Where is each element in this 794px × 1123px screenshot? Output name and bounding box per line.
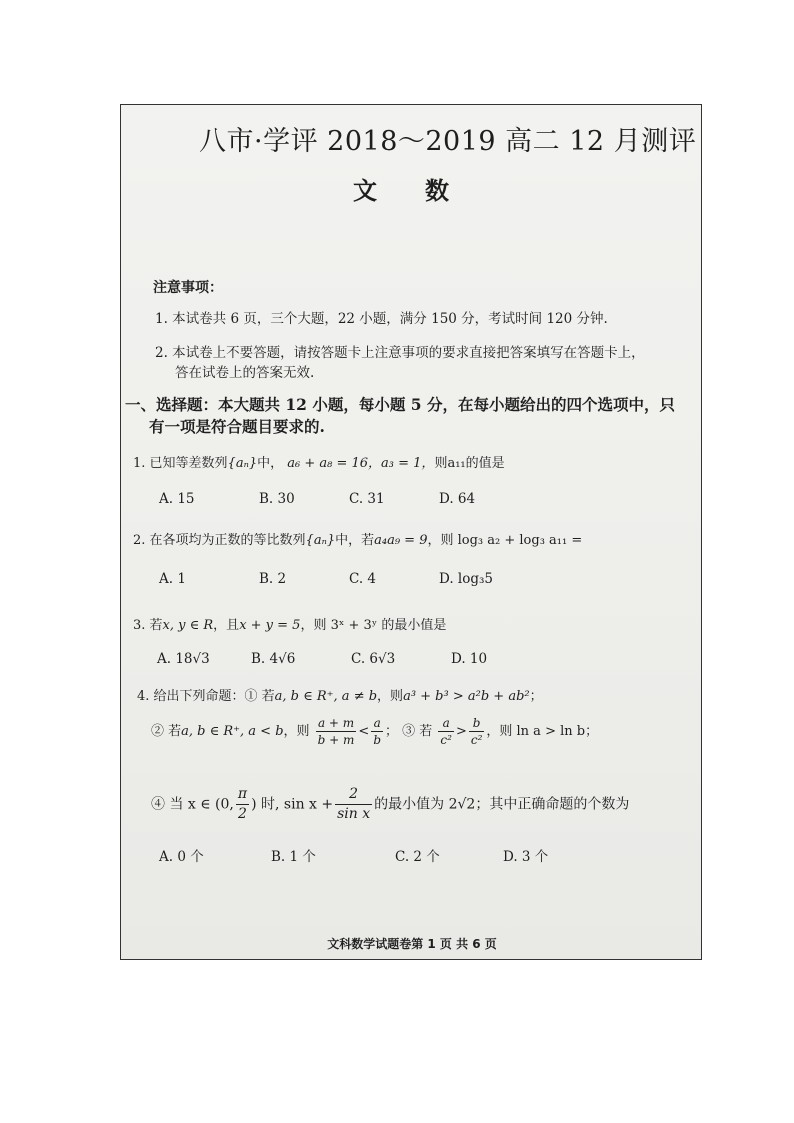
proposition-2-prefix: ② 若 (151, 724, 182, 739)
question-4-line-1 (137, 685, 543, 704)
question-3-prefix: 3. 若 (133, 618, 163, 633)
question-4-line-1-mid: ，则 (377, 689, 404, 704)
question-1-option-b: B. 30 (259, 491, 295, 507)
proposition-1-conclusion: a³ + b³ > a²b + ab² (403, 689, 530, 704)
question-2-option-a: A. 1 (159, 571, 186, 587)
proposition-3-prefix: ； ③ 若 (385, 724, 433, 739)
proposition-4-prefix: ④ 当 x ∈ (0, (151, 796, 234, 813)
section-1-heading-line-1: 一、选择题：本大题共 12 小题，每小题 5 分，在每小题给出的四个选项中，只 (125, 395, 675, 414)
proposition-2-condition: a, b ∈ R⁺, a < b (181, 724, 284, 739)
proposition-2-mid: ，则 (283, 724, 310, 739)
question-3-option-d: D. 10 (451, 651, 488, 667)
question-1-suffix: 则a₁₁的值是 (434, 456, 505, 471)
note-item-2-line-1: 2. 本试卷上不要答题，请按答题卡上注意事项的要求直接把答案填写在答题卡上， (155, 345, 645, 361)
sequence-an: {aₙ} (305, 533, 336, 548)
page-footer: 文科数学试题卷第 1 页 共 6 页 (327, 937, 497, 951)
question-1-option-a: A. 15 (159, 491, 195, 507)
fraction-a-over-b: $\frac{a}{b}$ (373, 716, 382, 747)
section-1-heading-line-2: 有一项是符合题目要求的. (149, 417, 325, 436)
question-4-option-b: B. 1 个 (271, 849, 316, 865)
fraction-pi-over-2: $\frac{\pi}{2}$ (237, 786, 248, 822)
question-2-option-c: C. 4 (349, 571, 377, 587)
question-1-mid: 中， (257, 456, 284, 471)
exam-title: 八市·学评 2018～2019 高二 12 月测评 (199, 126, 697, 157)
question-3-option-b: B. 4√6 (251, 651, 296, 667)
question-1-option-c: C. 31 (349, 491, 385, 507)
question-1-stem (133, 452, 505, 471)
question-3-option-c: C. 6√3 (351, 651, 396, 667)
question-4-line-3 (151, 785, 629, 824)
question-2-mid: 中，若 (335, 533, 375, 548)
proposition-4-mid: ) 时, sin x + (251, 796, 334, 813)
proposition-3-end: ，则 ln a > ln b； (486, 724, 599, 739)
question-1-prefix: 1. 已知等差数列 (133, 456, 228, 471)
proposition-4-end: 的最小值为 2√2；其中正确命题的个数为 (374, 796, 630, 813)
question-2-option-b: B. 2 (259, 571, 287, 587)
question-2-stem (133, 529, 582, 548)
exam-page (120, 104, 702, 960)
subject-title: 文数 (353, 176, 497, 205)
question-4-option-a: A. 0 个 (159, 849, 204, 865)
fraction-a-over-c-squared: $\frac{a}{\text{c²}}$ (440, 716, 452, 747)
question-3-condition: x, y ∈ R (162, 618, 214, 633)
note-item-2-line-2: 答在试卷上的答案无效. (175, 365, 315, 381)
question-3-mid: ，且 (213, 618, 240, 633)
question-4-option-d: D. 3 个 (503, 849, 549, 865)
question-2-condition: a₄a₉ = 9 (374, 533, 428, 548)
notes-heading: 注意事项： (153, 280, 223, 296)
proposition-1-condition: a, b ∈ R⁺, a ≠ b (274, 689, 378, 704)
question-1-option-d: D. 64 (439, 491, 476, 507)
question-3-suffix: ，则 3ˣ + 3ʸ 的最小值是 (300, 618, 447, 633)
fraction-a-plus-m-over-b-plus-m: $\frac{a + m}{b + m}$ (317, 716, 355, 747)
question-3-option-a: A. 18√3 (157, 651, 210, 667)
question-4-line-2: ② 若a, b ∈ R⁺, a < b，则 $\frac{a + m}{b + m}$ < $\frac{a}{b}$ ； ③ 若 $\frac{a}{\text{c²}}$ > $\frac{b}{\text{c²}}$ ，则 ln a > ln b； (151, 716, 599, 747)
question-3-stem (133, 614, 446, 633)
note-item-1: 1. 本试卷共 6 页，三个大题，22 小题，满分 150 分，考试时间 120 分钟. (155, 311, 608, 327)
question-3-condition-2: x + y = 5 (239, 618, 301, 633)
question-1-condition: a₆ + a₈ = 16，a₃ = 1， (287, 456, 435, 471)
question-2-suffix: ，则 log₃ a₂ + log₃ a₁₁ = (427, 533, 583, 548)
question-2-option-d: D. log₃5 (439, 571, 494, 587)
question-4-line-1-end: ； (529, 689, 543, 704)
sequence-an: {aₙ} (227, 456, 258, 471)
question-4-option-c: C. 2 个 (395, 849, 440, 865)
question-4-prefix: 4. 给出下列命题：① 若 (137, 689, 275, 704)
fraction-2-over-sin-x: $\frac{2}{\text{sin x}}$ (337, 786, 371, 822)
question-2-prefix: 2. 在各项均为正数的等比数列 (133, 533, 306, 548)
fraction-b-over-c-squared: $\frac{b}{\text{c²}}$ (470, 716, 483, 747)
